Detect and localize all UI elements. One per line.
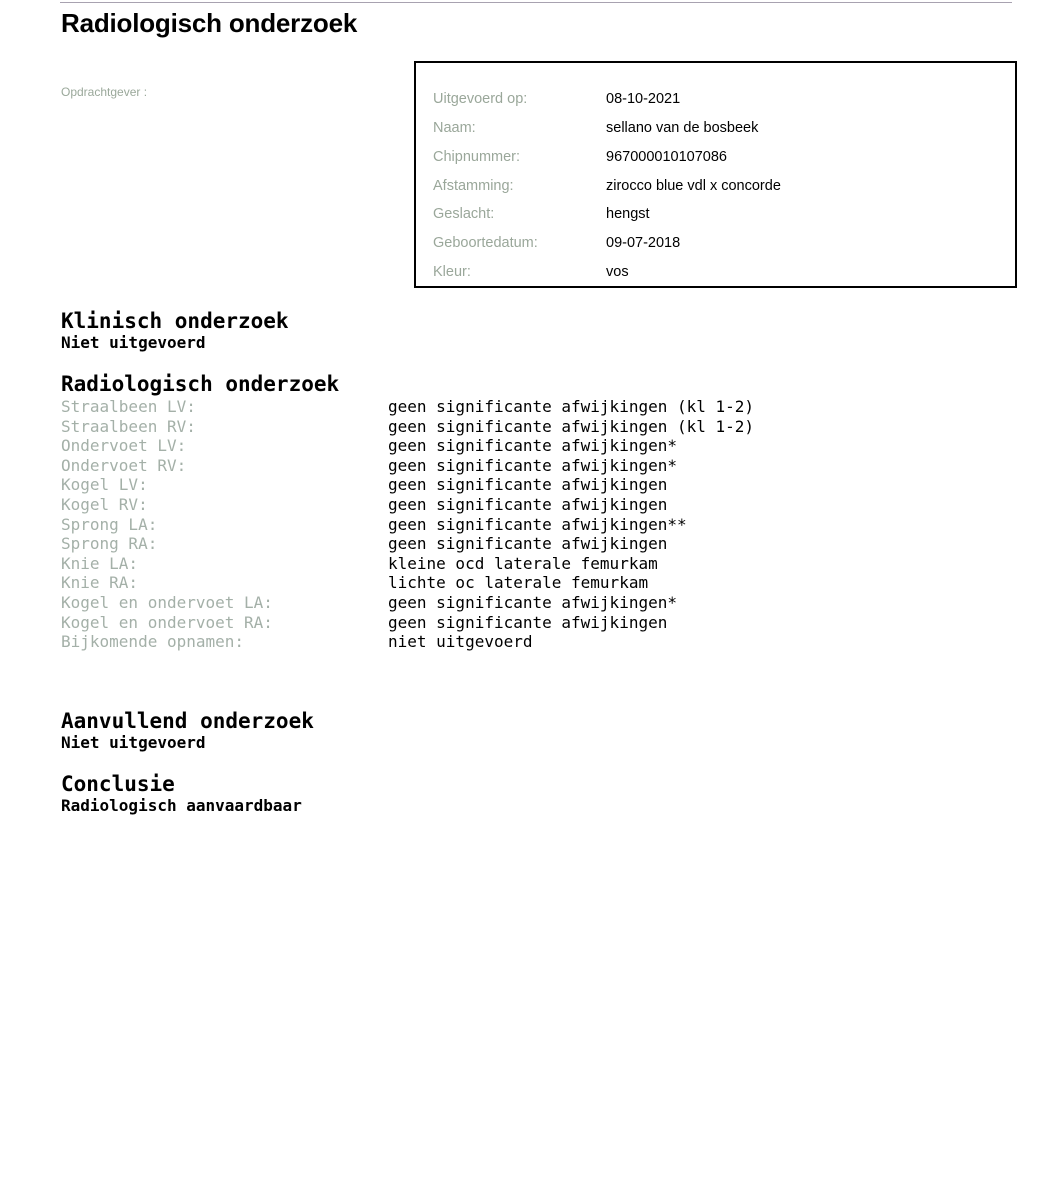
conclusion-heading: Conclusie (61, 772, 175, 796)
info-value: vos (606, 264, 629, 280)
info-row-chip (433, 146, 727, 168)
info-value: 08-10-2021 (606, 91, 681, 107)
info-row-date (433, 88, 680, 110)
finding-value: geen significante afwijkingen* (388, 593, 677, 612)
finding-label: Kogel en ondervoet LA: (61, 593, 273, 612)
finding-value: geen significante afwijkingen* (388, 436, 677, 456)
info-value: zirocco blue vdl x concorde (606, 178, 781, 194)
clinical-heading: Klinisch onderzoek (61, 309, 289, 333)
info-label: Geslacht: (433, 206, 495, 222)
client-label: Opdrachtgever : (61, 85, 148, 99)
finding-value: geen significante afwijkingen** (388, 514, 687, 534)
info-value: 09-07-2018 (606, 235, 681, 251)
finding-label: Straalbeen LV: (61, 397, 196, 416)
additional-text: Niet uitgevoerd (61, 733, 206, 752)
patient-info-box (414, 61, 1017, 288)
finding-value: lichte oc laterale femurkam (388, 573, 649, 593)
finding-label: Kogel en ondervoet RA: (61, 612, 273, 632)
finding-value: geen significante afwijkingen (kl 1-2) (388, 397, 755, 416)
top-divider (60, 2, 1012, 3)
finding-label: Ondervoet RV: (61, 455, 187, 475)
finding-value: kleine ocd laterale femurkam (388, 553, 658, 573)
info-label: Uitgevoerd op: (433, 91, 528, 107)
finding-label: Kogel RV: (61, 495, 148, 514)
info-label: Naam: (433, 120, 476, 136)
finding-label: Bijkomende opnamen: (61, 632, 245, 652)
page-title: Radiologisch onderzoek (61, 8, 358, 38)
finding-value: geen significante afwijkingen* (388, 455, 677, 475)
info-row-name (433, 117, 758, 139)
finding-label: Kogel LV: (61, 475, 148, 495)
info-value: hengst (606, 206, 650, 222)
finding-value: geen significante afwijkingen (388, 475, 668, 495)
radiological-heading: Radiologisch onderzoek (61, 372, 340, 396)
info-row-birthdate (433, 232, 680, 254)
info-value: sellano van de bosbeek (606, 120, 759, 136)
info-label: Afstamming: (433, 178, 514, 194)
info-label: Geboortedatum: (433, 235, 538, 251)
finding-value: niet uitgevoerd (388, 632, 533, 652)
info-value: 967000010107086 (606, 149, 727, 165)
finding-label: Ondervoet LV: (61, 436, 187, 456)
finding-label: Knie RA: (61, 573, 139, 593)
info-row-sex (433, 203, 650, 225)
finding-value: geen significante afwijkingen (kl 1-2) (388, 416, 755, 436)
finding-label: Straalbeen RV: (61, 416, 196, 436)
finding-label: Sprong LA: (61, 514, 158, 534)
clinical-text: Niet uitgevoerd (61, 333, 206, 352)
finding-label: Sprong RA: (61, 534, 158, 554)
finding-label: Knie LA: (61, 553, 139, 573)
conclusion-text: Radiologisch aanvaardbaar (61, 796, 302, 815)
info-label: Chipnummer: (433, 149, 521, 165)
info-row-pedigree (433, 175, 781, 197)
finding-value: geen significante afwijkingen (388, 534, 668, 554)
finding-value: geen significante afwijkingen (388, 495, 668, 514)
finding-value: geen significante afwijkingen (388, 612, 668, 632)
info-row-color (433, 261, 629, 283)
additional-heading: Aanvullend onderzoek (61, 709, 314, 733)
info-label: Kleur: (433, 264, 471, 280)
